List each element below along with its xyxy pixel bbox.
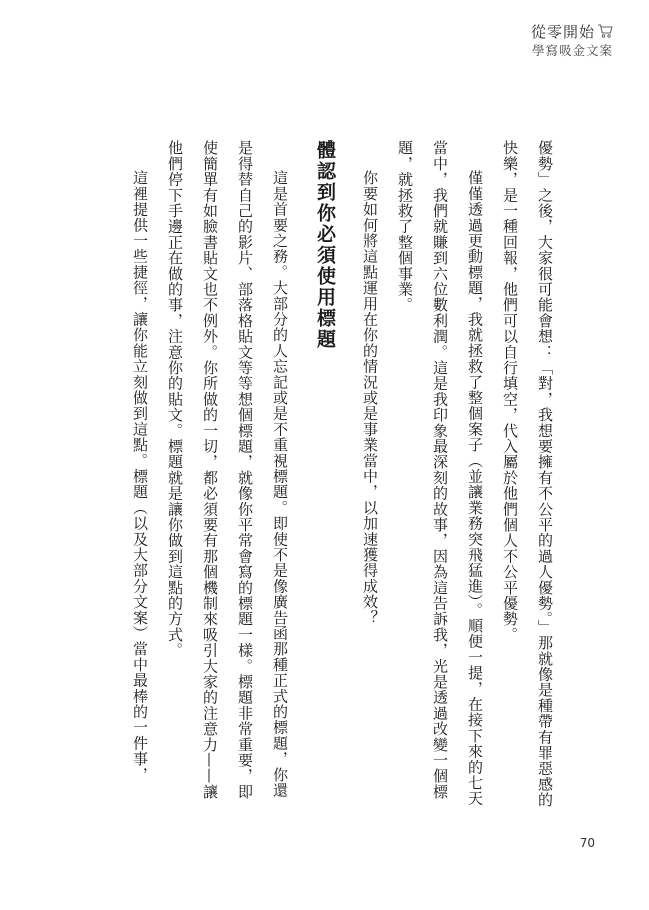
paragraph-2: 僅僅透過更動標題，我就拯救了整個案子（並讓業務突飛猛進）。順便一提，在接下來的七天當中，我們就賺到六位數利潤。這是我印象最深刻的故事，因為這告訴我，光是透過改變一個標題，就拯救了整個事業。 bbox=[396, 140, 484, 807]
running-header bbox=[483, 22, 613, 59]
paragraph-3: 你要如何將這點運用在你的情況或是事業當中，以加速獲得成效？ bbox=[361, 170, 379, 626]
body-text bbox=[92, 140, 562, 808]
shopping-cart-icon bbox=[597, 24, 613, 38]
book-title: 從零開始 bbox=[483, 22, 613, 42]
page-number: 70 bbox=[579, 836, 595, 850]
paragraph-5: 這裡提供一些捷徑，讓你能立刻做到這點。標題（以及大部分文案）當中最棒的一件事， bbox=[131, 170, 149, 783]
book-subtitle: 學寫吸金文案 bbox=[531, 43, 613, 58]
paragraph-1: 優勢」之後，大家很可能會想：「對，我想要擁有不公平的過人優勢。」那就像是種帶有罪惡感的快樂，是一種回報，他們可以自行填空，代入屬於他們個人不公平優勢。 bbox=[501, 140, 554, 808]
section-heading: 體認到你必須使用標題 bbox=[314, 140, 336, 350]
paragraph-4: 這是首要之務。大部分的人忘記或是不重視標題。即使不是像廣告函那種正式的標題，你還是得替自己的影片、部落格貼文等等想個標題，就像你平常會寫的標題一樣。標題非常重要，即使簡單有如臉書貼文也不例外。你所做的一切，都必須要有那個機制來吸引大家的注意力——讓他們停下手邊正在做的事，注意你的貼文。標題就是讓你做到這點的方式。 bbox=[166, 140, 289, 800]
